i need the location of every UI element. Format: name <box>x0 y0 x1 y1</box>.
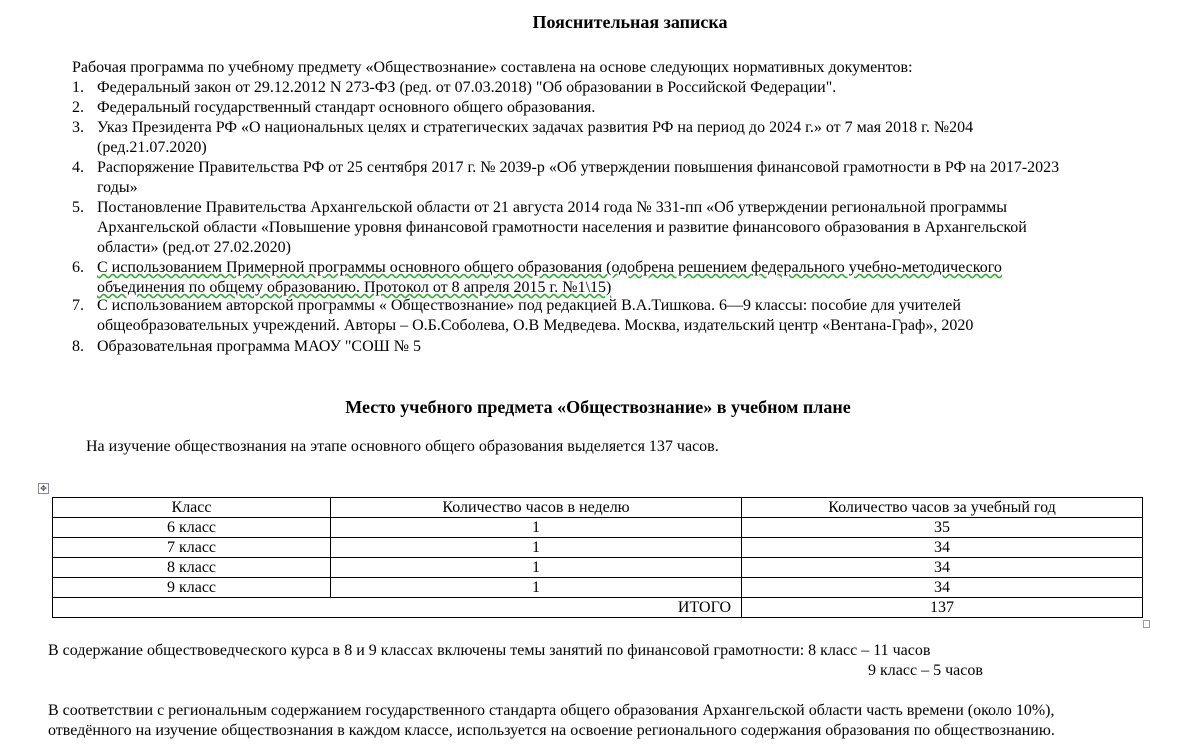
table-row <box>53 518 1143 538</box>
list-item: общеобразовательных учреждений. Авторы – О.Б.Соболева, О.В Медведева. Москва, издательский центр «Вентана-Граф», 2020 <box>97 317 974 334</box>
header-cell: Количество часов в неделю <box>331 498 742 518</box>
finance-text-9: 9 класс – 5 часов <box>868 662 983 679</box>
table-total-row <box>53 598 1143 618</box>
table-cell: 9 класс <box>53 578 331 598</box>
table-cell: 1 <box>331 578 742 598</box>
list-number: 4. <box>72 159 84 176</box>
regional-text-2: отведённого на изучение обществознания в каждом классе, используется на освоение регионального содержания образования по обществознанию. <box>48 722 1055 739</box>
table-cell: 34 <box>742 538 1143 558</box>
table-cell: 8 класс <box>53 558 331 578</box>
table-cell: 34 <box>742 578 1143 598</box>
table-cell: 1 <box>331 538 742 558</box>
table-cell: 34 <box>742 558 1143 578</box>
table-header-row <box>53 498 1143 518</box>
table-cell: 6 класс <box>53 518 331 538</box>
list-item: области» (ред.от 27.02.2020) <box>97 239 291 256</box>
table-cell: 7 класс <box>53 538 331 558</box>
list-item: С использованием авторской программы « Обществознание» под редакцией В.А.Тишкова. 6—9 классы: пособие для учителей <box>97 297 961 314</box>
intro-text: Рабочая программа по учебному предмету «Обществознание» составлена на основе следующих нормативных документов: <box>72 59 913 76</box>
list-item: Федеральный государственный стандарт основного общего образования. <box>97 99 596 116</box>
table-resize-handle[interactable] <box>1143 620 1150 628</box>
table-cell: 1 <box>331 558 742 578</box>
header-cell: Класс <box>53 498 331 518</box>
hours-text: На изучение обществознания на этапе основного общего образования выделяется 137 часов. <box>86 438 719 455</box>
list-item: Указ Президента РФ «О национальных целях и стратегических задачах развития РФ на период до 2024 г.» от 7 мая 2018 г. №204 <box>97 119 974 136</box>
list-item: Постановление Правительства Архангельской области от 21 августа 2014 года № 331-пп «Об утверждении региональной программы <box>97 199 1008 216</box>
list-item: Федеральный закон от 29.12.2012 N 273-ФЗ (ред. от 07.03.2018) "Об образовании в Российской Федерации". <box>97 79 837 96</box>
header-cell: Количество часов за учебный год <box>742 498 1143 518</box>
list-number: 7. <box>72 297 84 314</box>
list-item: (ред.21.07.2020) <box>97 139 207 156</box>
list-number: 1. <box>72 79 84 96</box>
finance-text: В содержание обществоведческого курса в 8 и 9 классах включены темы занятий по финансовой грамотности: 8 класс – 11 часов <box>48 642 931 659</box>
table-row <box>53 538 1143 558</box>
list-item: Образовательная программа МАОУ "СОШ № 5 <box>97 338 422 355</box>
list-item: Распоряжение Правительства РФ от 25 сентября 2017 г. № 2039-р «Об утверждении повышения финансовой грамотности в РФ на 2017-2023 <box>97 159 1060 176</box>
table-cell: 35 <box>742 518 1143 538</box>
hours-table <box>52 497 1143 618</box>
list-number: 5. <box>72 199 84 216</box>
section-title: Место учебного предмета «Обществознание» в учебном плане <box>345 397 851 417</box>
table-row <box>53 578 1143 598</box>
page-title: Пояснительная записка <box>532 12 728 32</box>
list-item: С использованием Примерной программы основного общего образования (одобрена решением федерального учебно-методического <box>97 259 1002 276</box>
list-item: годы» <box>97 179 138 196</box>
total-value: 137 <box>742 598 1143 618</box>
total-label: ИТОГО <box>53 598 742 618</box>
table-row <box>53 558 1143 578</box>
list-number: 2. <box>72 99 84 116</box>
table-cell: 1 <box>331 518 742 538</box>
list-item: объединения по общему образованию. Протокол от 8 апреля 2015 г. №1\15) <box>97 279 612 296</box>
regional-text: В соответствии с региональным содержанием государственного стандарта общего образования Архангельской области часть времени (около 10%), <box>48 702 1055 719</box>
list-number: 6. <box>72 259 84 276</box>
list-number: 8. <box>72 338 84 355</box>
list-number: 3. <box>72 119 84 136</box>
table-move-handle-icon[interactable]: ✥ <box>38 483 49 494</box>
list-item: Архангельской области «Повышение уровня финансовой грамотности населения и развитие финансового образования в Архангельской <box>97 219 1027 236</box>
